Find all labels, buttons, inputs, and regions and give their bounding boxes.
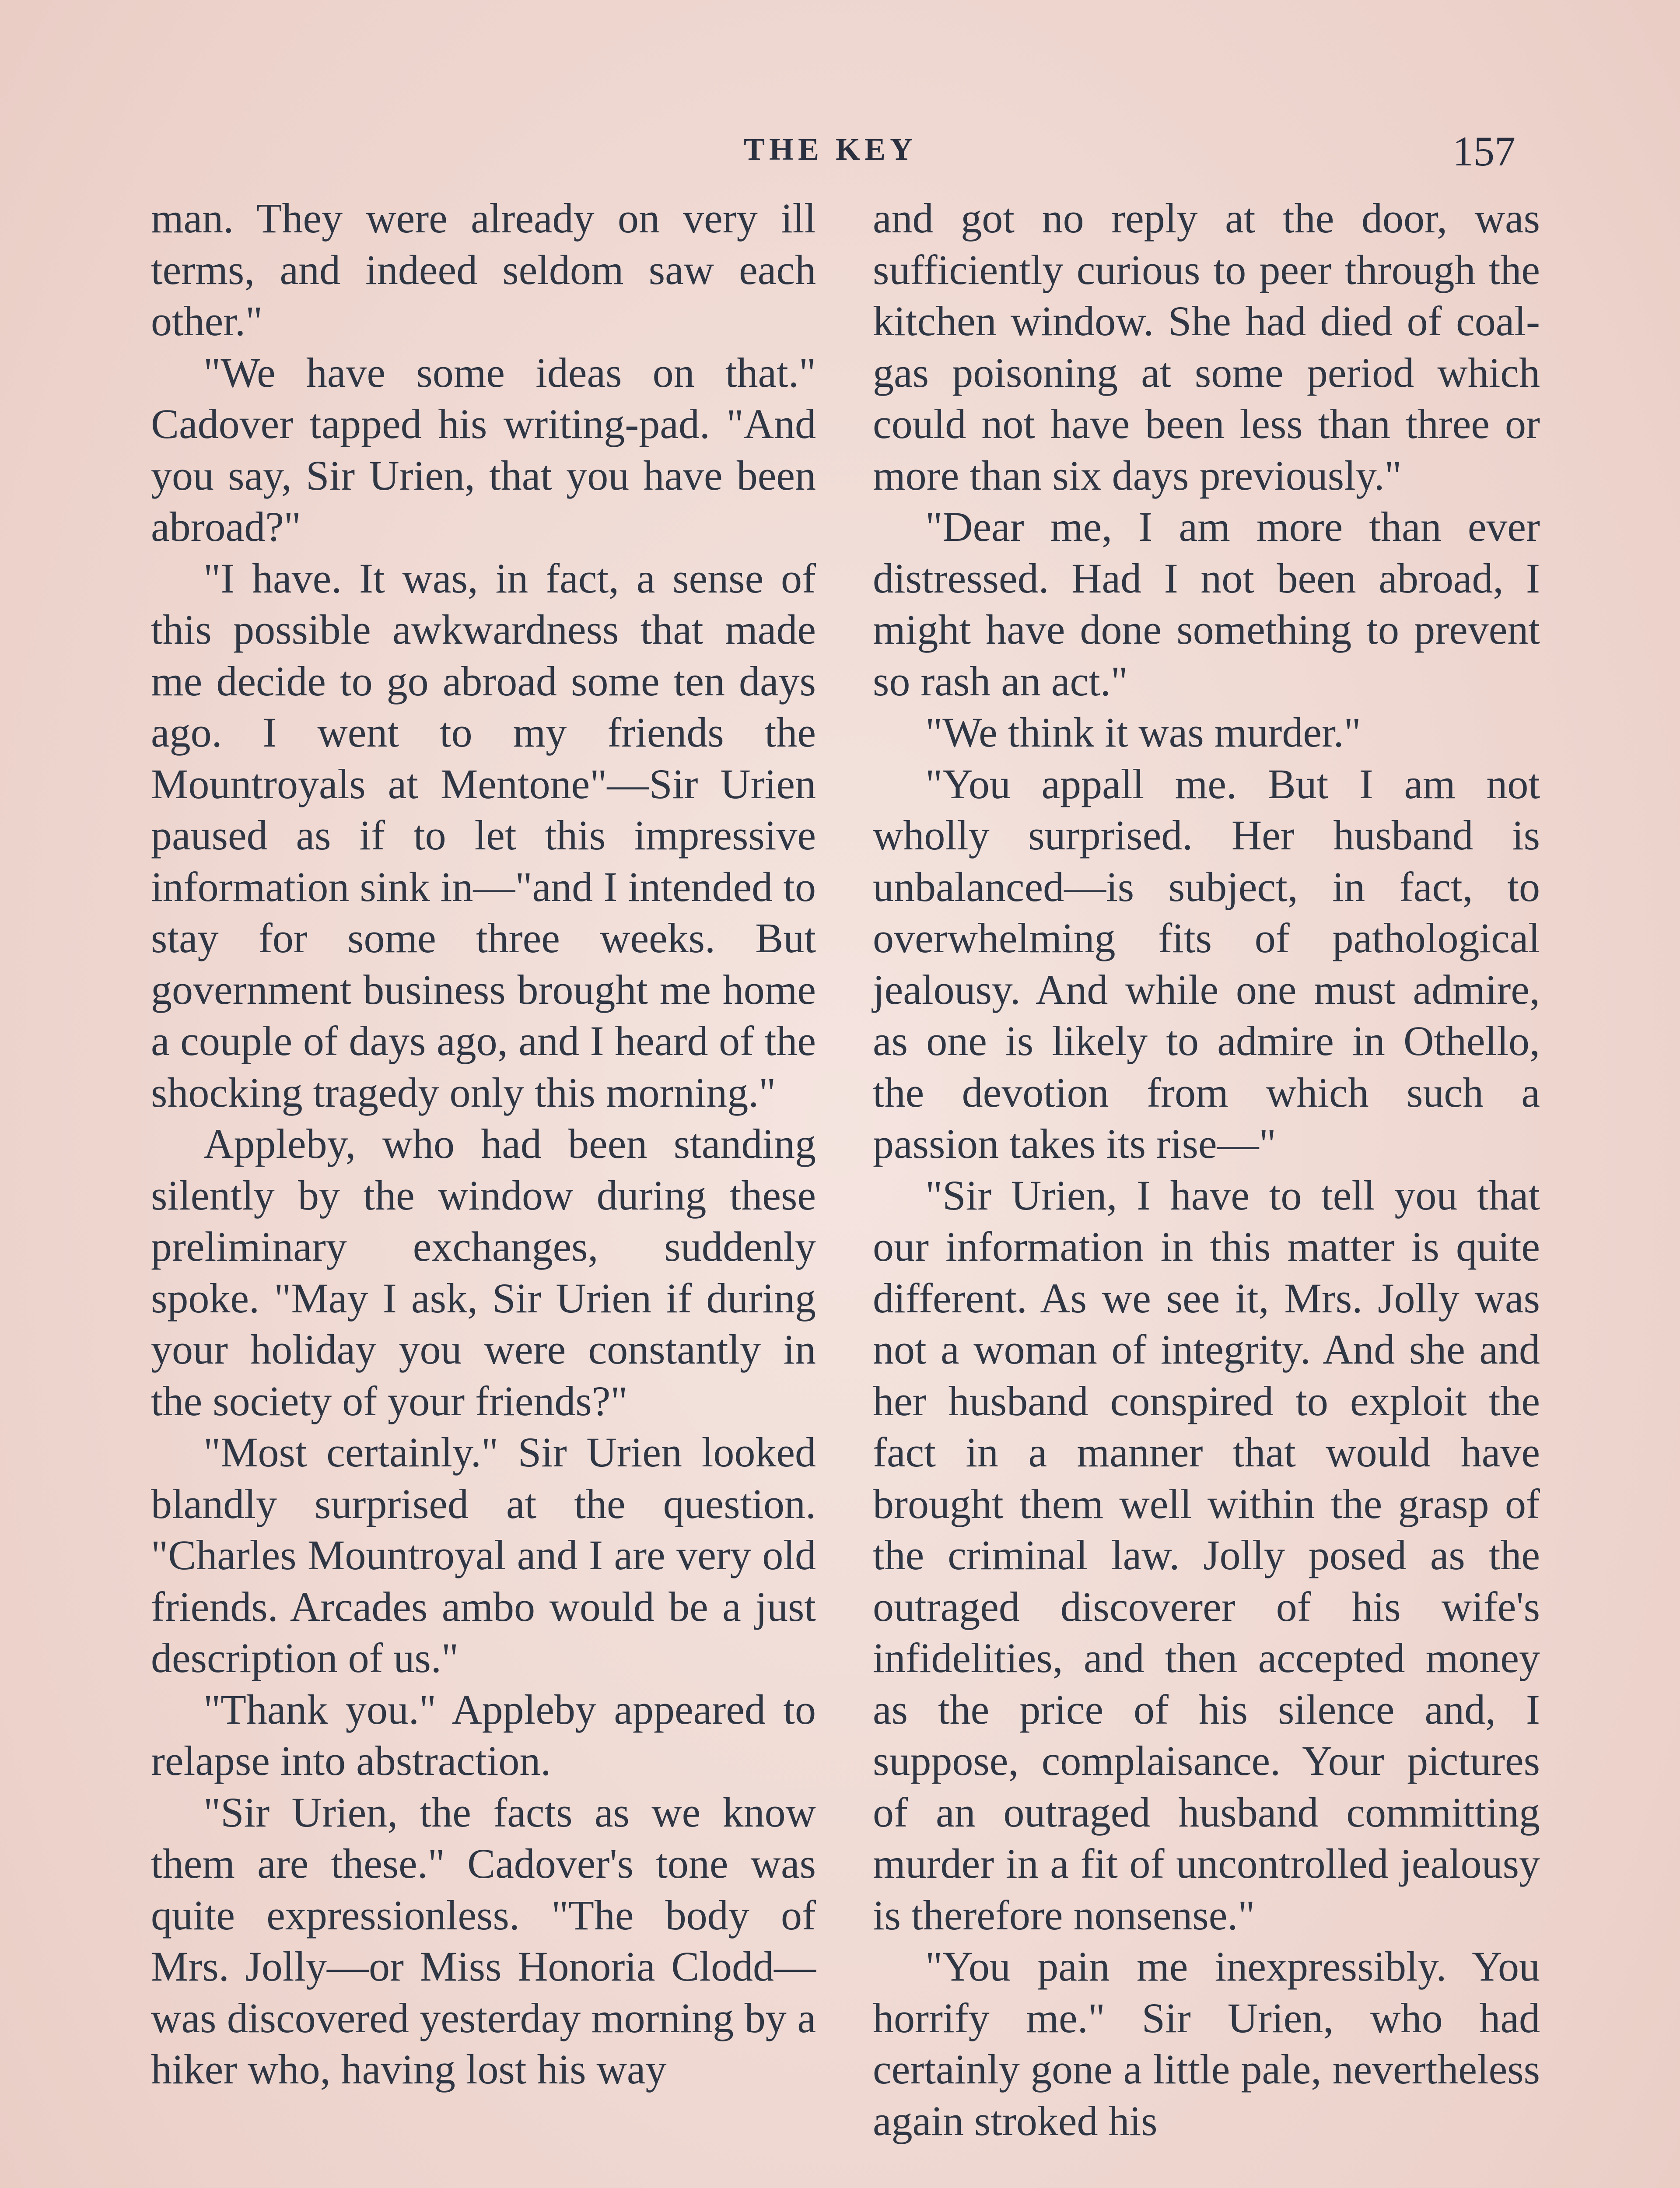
page-number: 157 bbox=[1452, 128, 1516, 175]
left-column bbox=[151, 193, 816, 2095]
paragraph: "We have some ideas on that." Cadover tapped his writing-pad. "And you say, Sir Urien, that you have been abroad?" bbox=[151, 349, 816, 550]
paragraph: "Dear me, I am more than ever distressed. Had I not been abroad, I might have done something to prevent so rash an act." bbox=[873, 503, 1540, 705]
paragraph: "Sir Urien, I have to tell you that our information in this matter is quite different. As we see it, Mrs. Jolly was not a woman of integrity. And she and her husband conspired to exploit the fact in a manner that would have brought them well within the grasp of the criminal law. Jolly posed as the outraged discoverer of his wife's infidelities, and then accepted money as the price of his silence and, I suppose, complaisance. Your pictures of an outraged husband committing murder in a fit of uncontrolled jealousy is therefore nonsense." bbox=[873, 1171, 1540, 1939]
paragraph: "Sir Urien, the facts as we know them are these." Cadover's tone was quite expressionless. "The body of Mrs. Jolly—or Miss Honoria Clodd—was discovered yesterday morning by a hiker who, having lost his way bbox=[151, 1788, 816, 2093]
paragraph: "You appall me. But I am not wholly surprised. Her husband is unbalanced—is subject, in fact, to overwhelming fits of pathological jealousy. And while one must admire, as one is likely to admire in Othello, the devotion from which such a passion takes its rise—" bbox=[873, 760, 1540, 1167]
paragraph: "Thank you." Appleby appeared to relapse into abstraction. bbox=[151, 1686, 816, 1784]
paragraph: "Most certainly." Sir Urien looked blandly surprised at the question. "Charles Mountroyal and I are very old friends. Arcades ambo would be a just description of us." bbox=[151, 1429, 816, 1681]
paragraph: Appleby, who had been standing silently by the window during these preliminary exchanges, suddenly spoke. "May I ask, Sir Urien if during your holiday you were constantly in the society of your friends?" bbox=[151, 1120, 816, 1424]
paragraph: "I have. It was, in fact, a sense of this possible awkwardness that made me decide to go abroad some ten days ago. I went to my friends the Mountroyals at Mentone"—Sir Urien paused as if to let this impressive information sink in—"and I intended to stay for some three weeks. But government business brought me home a couple of days ago, and I heard of the shocking tragedy only this morning." bbox=[151, 554, 816, 1116]
paragraph: "You pain me inexpressibly. You horrify me." Sir Urien, who had certainly gone a little pale, nevertheless again stroked his bbox=[873, 1943, 1540, 2144]
running-title: THE KEY bbox=[744, 132, 917, 167]
right-column bbox=[873, 193, 1540, 2146]
paragraph: "We think it was murder." bbox=[925, 709, 1361, 756]
paragraph: man. They were already on very ill terms, and indeed seldom saw each other." bbox=[151, 195, 816, 344]
paragraph: and got no reply at the door, was sufficiently curious to peer through the kitchen window. She had died of coal-gas poisoning at some period which could not have been less than three or more than six days previously." bbox=[873, 195, 1540, 499]
running-head bbox=[0, 128, 1680, 184]
